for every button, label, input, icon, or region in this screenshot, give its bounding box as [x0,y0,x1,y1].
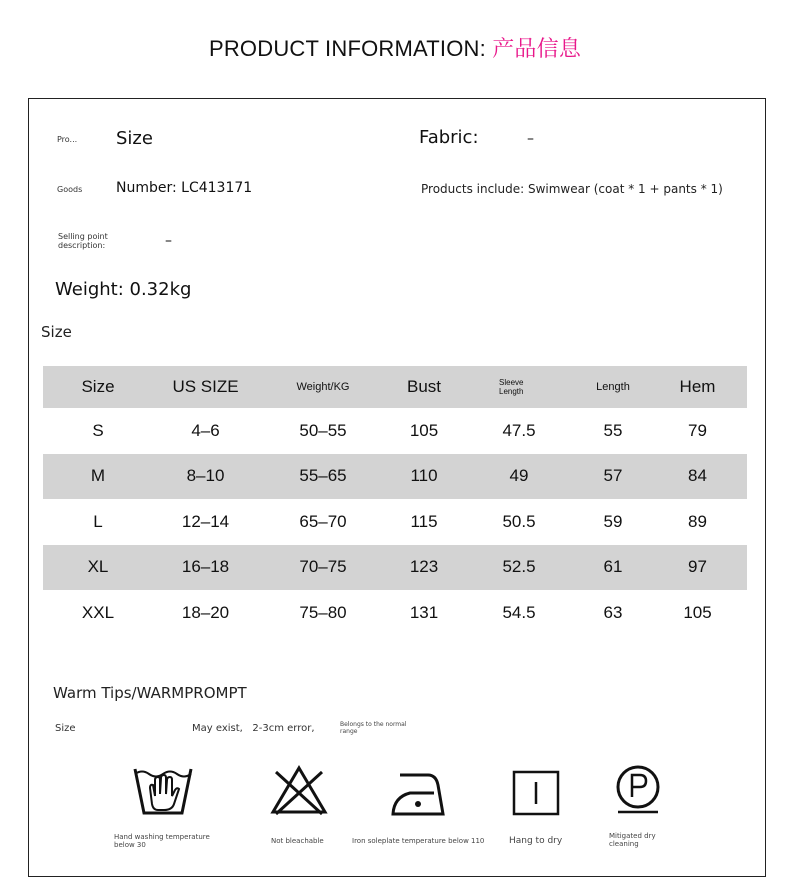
table-row [43,499,747,545]
col-header-bust: Bust [406,377,442,396]
selling-point-value: – [165,233,172,249]
size-table [43,366,747,636]
cell: 49 [509,466,529,486]
dry-clean-label: Mitigated dry cleaning [609,832,656,848]
table-row [43,545,747,591]
cell: 115 [410,511,438,531]
fabric-value: – [527,131,534,147]
dry-clean-icon [614,764,662,814]
warm-tips-heading: Warm Tips/WARMPROMPT [53,684,247,702]
tips-error-text: May exist, 2-3cm error, [192,723,315,734]
cell: 70–75 [299,557,347,577]
cell: 59 [603,511,623,531]
cell: 110 [410,466,438,486]
title-english: PRODUCT INFORMATION: [208,36,493,61]
cell: 97 [688,557,707,577]
pro-label: Pro... [57,135,78,144]
cell: 55 [603,420,623,440]
cell: 18–20 [181,602,230,622]
cell: 4–6 [191,420,220,440]
table-row [43,454,747,500]
cell: 63 [603,602,623,622]
col-header-length: Length [596,381,630,393]
no-bleach-label: Not bleachable [271,837,324,845]
selling-point-label: Selling point description: [58,232,108,250]
weight: Weight: 0.32kg [55,279,192,300]
col-header-sleeve-length [460,366,578,408]
col-header-us-size: US SIZE [172,377,239,396]
cell: L [93,511,103,531]
cell: 65–70 [299,511,347,531]
cell: 16–18 [181,557,230,577]
col-header-weight: Weight/KG [296,381,350,393]
tips-size-label: Size [55,723,76,734]
col-header-sleeve-length-text: Sleeve Length [499,378,524,396]
cell: XXL [81,602,115,622]
cell: 75–80 [299,602,347,622]
cell: 131 [409,602,439,622]
hang-dry-label: Hang to dry [509,836,563,846]
cell: 105 [409,420,439,440]
cell: 8–10 [186,466,225,486]
goods-label: Goods [57,185,83,194]
cell: 47.5 [502,420,536,440]
size-label: Size [116,128,153,149]
cell: S [92,420,104,440]
cell: 79 [688,420,707,440]
cell: 55–65 [299,466,347,486]
cell: 57 [603,466,623,486]
hand-wash-label: Hand washing temperature below 30 [114,833,210,849]
cell: M [90,466,106,486]
fabric-label: Fabric: [419,127,479,148]
cell: 50–55 [299,420,347,440]
cell: 61 [603,557,623,577]
cell: 123 [409,557,439,577]
page-title [0,32,790,63]
iron-icon [390,771,446,817]
products-include: Products include: Swimwear (coat * 1 + pants * 1) [421,182,723,196]
cell: 89 [688,511,707,531]
product-number: Number: LC413171 [116,180,253,196]
table-header-row [43,366,747,408]
table-row [43,408,747,454]
iron-label: Iron soleplate temperature below 110 [352,837,485,845]
cell: 12–14 [181,511,230,531]
cell: 84 [688,466,707,486]
title-chinese: 产品信息 [492,36,582,61]
cell: XL [87,557,109,577]
table-row [43,590,747,636]
col-header-hem: Hem [679,377,716,396]
cell: 52.5 [502,557,536,577]
hang-dry-icon [512,770,560,816]
cell: 50.5 [502,511,536,531]
cell: 105 [683,602,712,622]
no-bleach-icon [270,764,328,816]
tips-normal-range: Belongs to the normal range [340,721,407,735]
cell: 54.5 [502,602,536,622]
size-section-label: Size [41,323,72,341]
col-header-size: Size [81,377,115,396]
hand-wash-icon [132,766,194,818]
